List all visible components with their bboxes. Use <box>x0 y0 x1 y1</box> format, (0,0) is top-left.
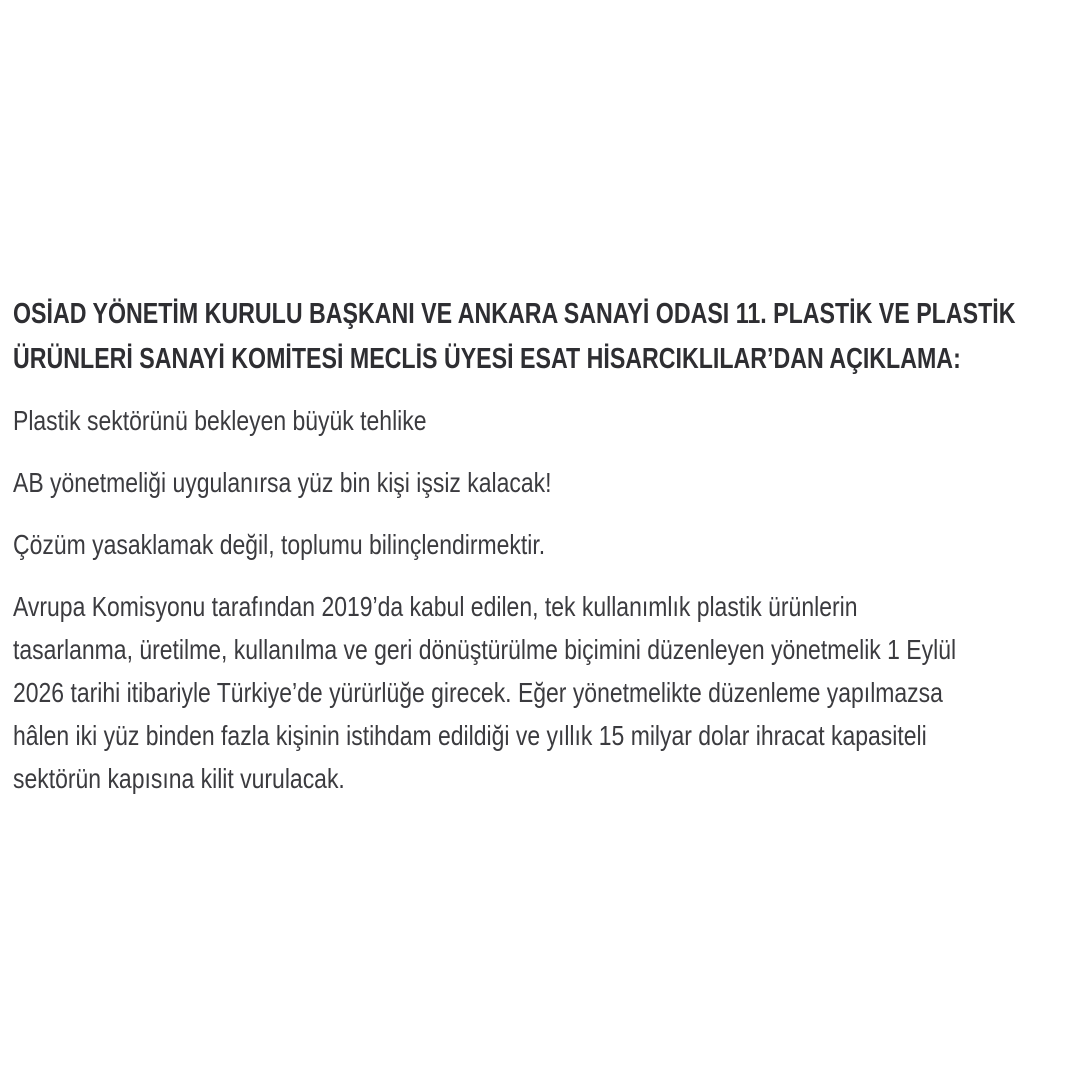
subhead-danger-text: Plastik sektörünü bekleyen büyük tehlike <box>13 405 427 436</box>
subhead-danger <box>13 399 1067 443</box>
subhead-unemployment-text: AB yönetmeliği uygulanırsa yüz bin kişi işsiz kalacak! <box>13 467 552 498</box>
main-paragraph <box>13 585 1067 800</box>
heading-line-1: OSİAD YÖNETİM KURULU BAŞKANI VE ANKARA SANAYİ ODASI 11. PLASTİK VE PLASTİK <box>13 298 1016 330</box>
paragraph-line-4: hâlen iki yüz binden fazla kişinin istihdam edildiği ve yıllık 15 milyar dolar ihracat kapasiteli <box>13 720 927 751</box>
subhead-solution <box>13 523 1067 567</box>
paragraph-line-3: 2026 tarihi itibariyle Türkiye’de yürürlüğe girecek. Eğer yönetmelikte düzenleme yapılmazsa <box>13 677 943 708</box>
heading-line-2: ÜRÜNLERİ SANAYİ KOMİTESİ MECLİS ÜYESİ ESAT HİSARCIKLILAR’DAN AÇIKLAMA: <box>13 343 961 375</box>
subhead-solution-text: Çözüm yasaklamak değil, toplumu bilinçlendirmektir. <box>13 529 546 560</box>
paragraph-line-2: tasarlanma, üretilme, kullanılma ve geri dönüştürülme biçimini düzenleyen yönetmelik 1 Eylül <box>13 634 957 665</box>
paragraph-line-5: sektörün kapısına kilit vurulacak. <box>13 763 345 794</box>
subhead-unemployment <box>13 461 1067 505</box>
paragraph-line-1: Avrupa Komisyonu tarafından 2019’da kabul edilen, tek kullanımlık plastik ürünlerin <box>13 591 858 622</box>
article-heading <box>13 292 1067 382</box>
